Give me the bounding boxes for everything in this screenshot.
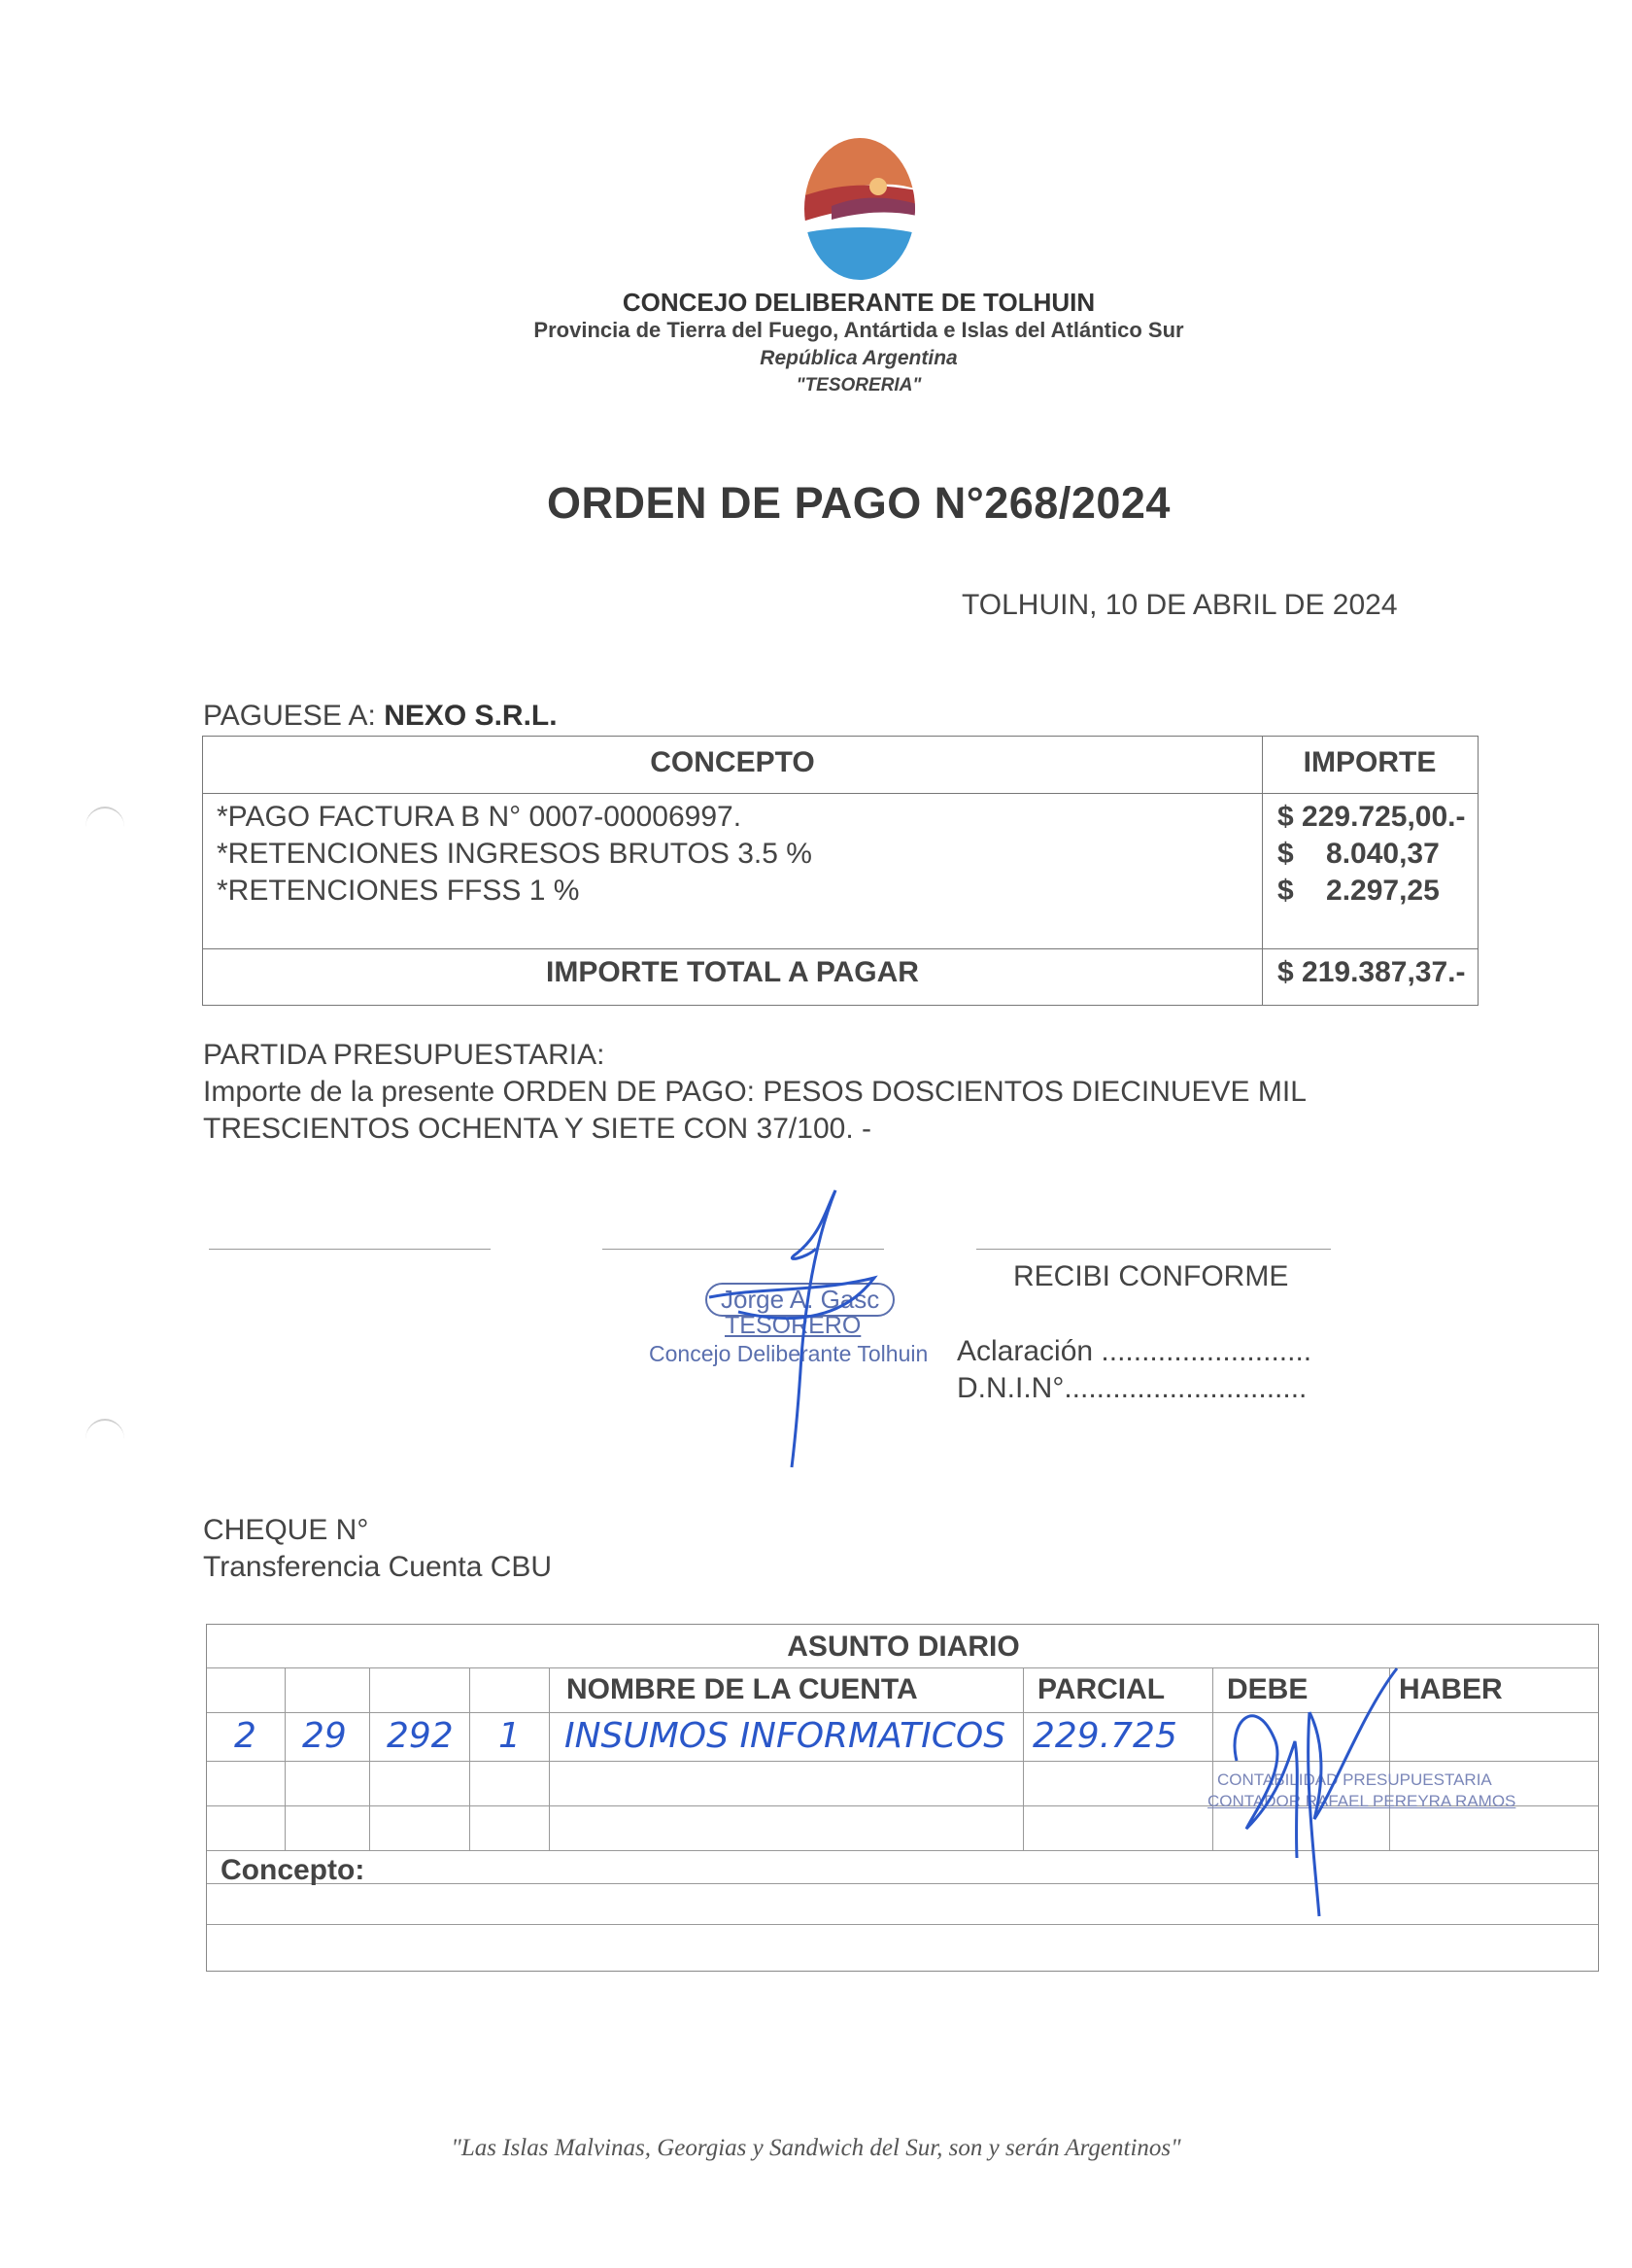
concept-row: *RETENCIONES FFSS 1 %: [217, 875, 580, 907]
accounting-signature: [1217, 1634, 1411, 1926]
handwritten-code: 292: [387, 1716, 454, 1756]
document-date: TOLHUIN, 10 DE ABRIL DE 2024: [962, 589, 1398, 621]
diary-divider: [1023, 1667, 1024, 1850]
partida-label: PARTIDA PRESUPUESTARIA:: [203, 1039, 605, 1071]
punch-mark: [85, 1419, 124, 1460]
signature-line: [976, 1249, 1331, 1250]
payee-label: PAGUESE A:: [203, 700, 376, 732]
diary-divider: [469, 1667, 470, 1850]
stamp-name: Jorge A. Gasc: [705, 1283, 895, 1317]
handwritten-partial: 229.725: [1033, 1716, 1177, 1756]
diary-divider: [1212, 1667, 1213, 1850]
total-amount: $ 219.387,37.-: [1277, 956, 1466, 988]
column-header-importe: IMPORTE: [1303, 746, 1437, 778]
amount-row: $ 8.040,37: [1277, 838, 1440, 870]
organization-name: CONCEJO DELIBERANTE DE TOLHUIN: [622, 288, 1096, 317]
payment-table: [202, 736, 1479, 1006]
stamp-org: Concejo Deliberante Tolhuin: [649, 1341, 929, 1366]
payee-name: NEXO S.R.L.: [384, 700, 558, 732]
handwritten-account: INSUMOS INFORMATICOS: [564, 1716, 1006, 1756]
table-divider: [203, 948, 1478, 949]
handwritten-code: 29: [302, 1716, 347, 1756]
treasurer-signature: [680, 1181, 894, 1472]
handwritten-code: 2: [234, 1716, 256, 1756]
total-label: IMPORTE TOTAL A PAGAR: [546, 956, 919, 988]
column-header-haber: HABER: [1399, 1673, 1503, 1705]
diary-divider: [285, 1667, 286, 1850]
concejo-logo: [802, 136, 917, 282]
accounting-stamp-line-2: CONTADOR RAFAEL PEREYRA RAMOS: [1207, 1792, 1516, 1810]
organization-department: "TESORERIA": [796, 375, 922, 395]
aclaracion-field: Aclaración ..........................: [957, 1335, 1312, 1367]
asunto-diario-table: [206, 1624, 1599, 1972]
diary-divider: [549, 1667, 550, 1850]
concept-row: *RETENCIONES INGRESOS BRUTOS 3.5 %: [217, 838, 812, 870]
column-header-cuenta: NOMBRE DE LA CUENTA: [566, 1673, 918, 1705]
organization-province: Provincia de Tierra del Fuego, Antártida e Islas del Atlántico Sur: [533, 318, 1184, 342]
diary-title: ASUNTO DIARIO: [787, 1631, 1020, 1663]
footer-quote: "Las Islas Malvinas, Georgias y Sandwich del Sur, son y serán Argentinos": [451, 2135, 1181, 2161]
concept-row: *PAGO FACTURA B N° 0007-00006997.: [217, 801, 742, 833]
stamp-role: TESORERO: [725, 1312, 862, 1339]
concepto-label: Concepto:: [221, 1854, 365, 1886]
recibi-conforme: RECIBI CONFORME: [1013, 1260, 1289, 1292]
column-header-concepto: CONCEPTO: [650, 746, 815, 778]
signature-line: [209, 1249, 491, 1250]
payee-row: [203, 700, 558, 733]
handwritten-code: 1: [498, 1716, 521, 1756]
punch-mark: [85, 807, 124, 847]
partida-line-2: TRESCIENTOS OCHENTA Y SIETE CON 37/100. -: [203, 1113, 871, 1145]
table-divider: [203, 793, 1478, 794]
dni-field: D.N.I.N°..............................: [957, 1372, 1308, 1404]
partida-line-1: Importe de la presente ORDEN DE PAGO: PESOS DOSCIENTOS DIECINUEVE MIL: [203, 1076, 1307, 1108]
transfer-label: Transferencia Cuenta CBU: [203, 1551, 553, 1583]
accounting-stamp-line-1: CONTABILIDAD PRESUPUESTARIA: [1217, 1770, 1492, 1789]
column-header-parcial: PARCIAL: [1037, 1673, 1166, 1705]
organization-country: República Argentina: [760, 347, 958, 369]
column-header-debe: DEBE: [1227, 1673, 1309, 1705]
diary-divider: [369, 1667, 370, 1850]
amount-row: $ 2.297,25: [1277, 875, 1440, 907]
cheque-label: CHEQUE N°: [203, 1514, 369, 1546]
document-title: ORDEN DE PAGO N°268/2024: [547, 478, 1171, 528]
amount-row: $ 229.725,00.-: [1277, 801, 1466, 833]
